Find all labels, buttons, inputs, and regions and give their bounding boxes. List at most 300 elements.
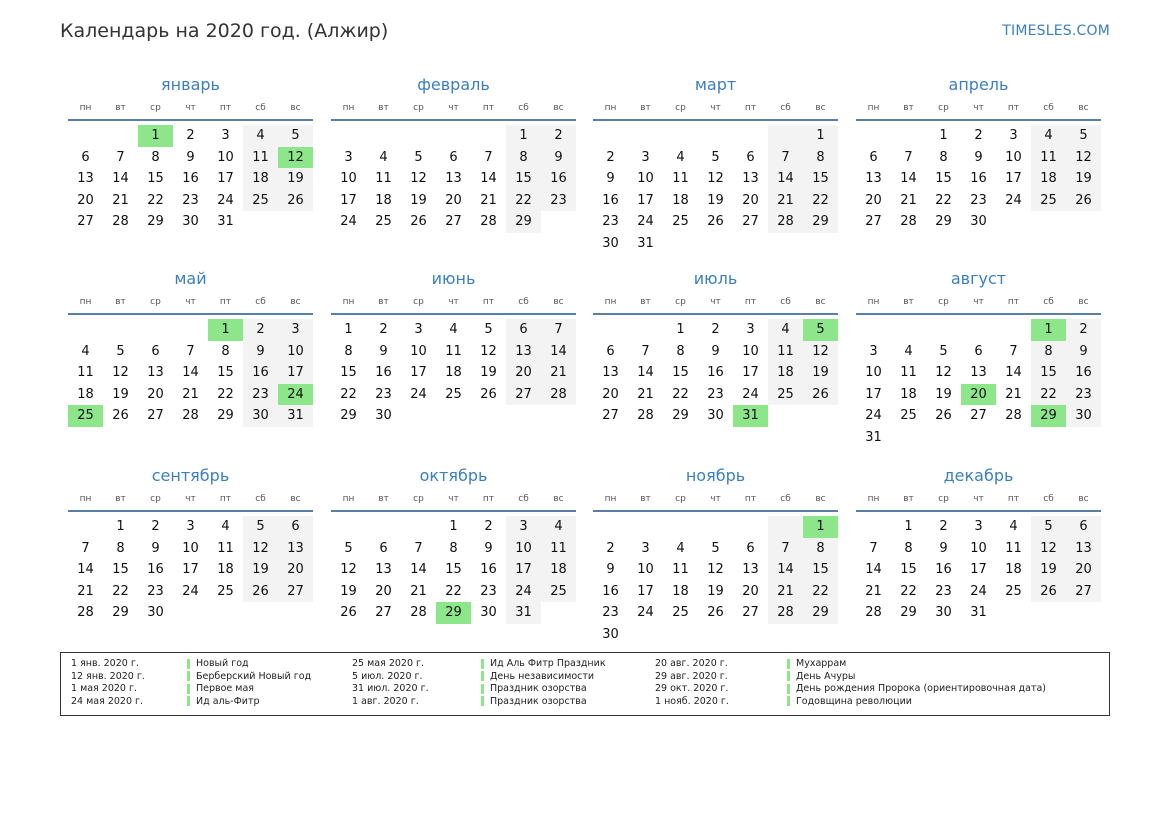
day-cell: 15: [803, 559, 838, 581]
day-cell: 21: [541, 362, 576, 384]
day-cell: 22: [672, 386, 689, 402]
day-cell: 4: [1031, 125, 1066, 147]
month-name: сентябрь: [151, 466, 230, 485]
day-cell: 5: [344, 540, 353, 556]
day-cell: 4: [676, 149, 685, 165]
day-cell: 25: [217, 583, 234, 599]
empty-day-cell: [593, 319, 628, 341]
day-cell: 29: [506, 211, 541, 233]
day-cell: 19: [803, 362, 838, 384]
day-cell: 23: [602, 605, 619, 621]
day-cell: 12: [340, 562, 357, 578]
empty-day-cell: [471, 125, 506, 147]
weekday-header: [593, 490, 838, 510]
day-cell: 25: [900, 408, 917, 424]
empty-day-cell: [961, 319, 996, 341]
day-cell: 5: [484, 322, 493, 337]
weekday-label: пт: [482, 494, 495, 504]
legend-holiday-name: Ид аль-Фитр: [196, 695, 260, 707]
day-cell: 6: [278, 516, 313, 538]
holiday-day-cell: 31: [733, 405, 768, 427]
weekday-label: пн: [79, 494, 92, 504]
day-cell: 15: [1031, 362, 1066, 384]
day-cell: 19: [707, 583, 724, 599]
legend-entry: [481, 658, 606, 671]
day-cell: 27: [147, 408, 164, 424]
day-cell: 15: [445, 562, 462, 578]
month-name: июнь: [431, 269, 476, 288]
day-cell: 10: [217, 149, 234, 165]
day-cell: 18: [1005, 562, 1022, 578]
day-cell: 24: [217, 192, 234, 208]
day-cell: 9: [939, 540, 948, 556]
empty-day-cell: [891, 319, 926, 341]
day-cell: 12: [803, 341, 838, 363]
weekday-label: вт: [378, 297, 389, 307]
day-cell: 30: [935, 605, 952, 621]
weekday-header: [68, 293, 313, 313]
day-cell: 4: [449, 322, 458, 337]
legend-date: 29 окт. 2020 г.: [655, 683, 729, 695]
day-cell: 31: [506, 602, 541, 624]
weekday-label: вс: [1078, 494, 1089, 504]
header-divider: [331, 510, 576, 512]
day-cell: 26: [803, 384, 838, 406]
day-cell: 28: [410, 605, 427, 621]
month-block: [856, 72, 1101, 233]
day-cell: 21: [480, 192, 497, 208]
day-cell: 8: [151, 149, 160, 165]
month-block: [331, 463, 576, 624]
month-block: [331, 266, 576, 427]
day-cell: 29: [803, 211, 838, 233]
day-cell: 4: [243, 125, 278, 147]
day-cell: 17: [865, 386, 882, 402]
day-cell: 28: [637, 408, 654, 424]
day-cell: 3: [186, 519, 195, 534]
empty-day-cell: [331, 125, 366, 147]
day-cell: 23: [970, 192, 987, 208]
legend-date: 24 мая 2020 г.: [71, 695, 144, 707]
day-cell: 18: [900, 386, 917, 402]
weekday-label: пн: [604, 494, 617, 504]
legend-entry: [787, 671, 1046, 684]
day-cell: 8: [116, 540, 125, 556]
day-grid: [856, 125, 1101, 233]
weekday-label: чт: [448, 103, 459, 113]
day-cell: 18: [672, 192, 689, 208]
weekday-label: чт: [185, 494, 196, 504]
day-cell: 2: [541, 125, 576, 147]
weekday-header: [68, 99, 313, 119]
day-cell: 24: [506, 581, 541, 603]
day-cell: 23: [707, 386, 724, 402]
weekday-label: вт: [115, 494, 126, 504]
legend-dates-col-1: [71, 658, 145, 708]
site-link[interactable]: TIMESLES.COM: [1002, 23, 1110, 39]
day-cell: 5: [278, 125, 313, 147]
day-cell: 2: [606, 149, 615, 165]
empty-day-cell: [663, 125, 698, 147]
day-cell: 1: [344, 322, 353, 337]
weekday-label: ср: [938, 103, 949, 113]
empty-day-cell: [103, 125, 138, 147]
holiday-color-swatch: [787, 659, 790, 669]
day-cell: 4: [541, 516, 576, 538]
day-cell: 22: [803, 581, 838, 603]
weekday-label: вс: [553, 297, 564, 307]
day-cell: 21: [637, 386, 654, 402]
day-grid: [68, 125, 313, 233]
header-divider: [68, 510, 313, 512]
legend-date: 5 июл. 2020 г.: [352, 670, 423, 682]
weekday-label: вс: [290, 494, 301, 504]
day-cell: 23: [602, 214, 619, 230]
day-cell: 16: [602, 583, 619, 599]
day-cell: 3: [1009, 128, 1018, 143]
header-divider: [856, 119, 1101, 121]
legend-holiday-name: Ид Аль Фитр Праздник: [490, 658, 606, 669]
holiday-color-swatch: [481, 684, 484, 694]
weekday-header: [856, 293, 1101, 313]
day-cell: 28: [1005, 408, 1022, 424]
header-divider: [593, 119, 838, 121]
day-cell: 27: [970, 408, 987, 424]
day-cell: 6: [746, 149, 755, 165]
day-cell: 9: [484, 540, 493, 556]
day-cell: 25: [768, 384, 803, 406]
day-cell: 9: [379, 343, 388, 359]
day-cell: 27: [602, 408, 619, 424]
day-cell: 10: [278, 341, 313, 363]
day-cell: 29: [900, 605, 917, 621]
day-cell: 16: [541, 168, 576, 190]
day-cell: 22: [506, 190, 541, 212]
day-cell: 10: [970, 540, 987, 556]
day-cell: 17: [410, 365, 427, 381]
day-cell: 22: [147, 192, 164, 208]
day-cell: 26: [707, 214, 724, 230]
day-cell: 6: [746, 540, 755, 556]
day-cell: 21: [900, 192, 917, 208]
empty-day-cell: [593, 125, 628, 147]
day-cell: 8: [344, 343, 353, 359]
weekday-label: сб: [780, 494, 791, 504]
day-cell: 24: [340, 214, 357, 230]
day-cell: 27: [742, 605, 759, 621]
day-cell: 3: [974, 519, 983, 534]
weekday-label: ср: [150, 103, 161, 113]
weekday-label: вт: [640, 103, 651, 113]
day-cell: 5: [711, 540, 720, 556]
empty-day-cell: [103, 319, 138, 341]
day-cell: 24: [1005, 192, 1022, 208]
weekday-label: пн: [79, 297, 92, 307]
day-cell: 26: [410, 214, 427, 230]
month-name: май: [174, 269, 207, 288]
day-cell: 11: [672, 171, 689, 187]
day-cell: 12: [243, 538, 278, 560]
day-cell: 9: [151, 540, 160, 556]
day-cell: 31: [217, 214, 234, 230]
day-cell: 14: [541, 341, 576, 363]
day-cell: 4: [676, 540, 685, 556]
legend-holiday-name: Новый год: [196, 658, 249, 669]
day-cell: 30: [243, 405, 278, 427]
month-name: август: [950, 269, 1007, 288]
day-cell: 21: [410, 583, 427, 599]
day-cell: 12: [112, 365, 129, 381]
day-grid: [331, 125, 576, 233]
day-cell: 10: [865, 365, 882, 381]
day-cell: 20: [147, 386, 164, 402]
day-cell: 23: [480, 583, 497, 599]
day-cell: 28: [77, 605, 94, 621]
day-cell: 27: [742, 214, 759, 230]
weekday-label: пт: [744, 297, 757, 307]
holiday-color-swatch: [787, 696, 790, 706]
legend-entry: [787, 696, 1046, 709]
day-cell: 16: [182, 171, 199, 187]
weekday-label: пт: [219, 494, 232, 504]
day-cell: 11: [900, 365, 917, 381]
empty-day-cell: [366, 516, 401, 538]
weekday-label: пт: [1007, 494, 1020, 504]
day-cell: 19: [1066, 168, 1101, 190]
day-cell: 22: [217, 386, 234, 402]
weekday-label: вт: [378, 103, 389, 113]
day-cell: 10: [182, 540, 199, 556]
day-cell: 26: [480, 386, 497, 402]
weekday-label: пт: [219, 297, 232, 307]
empty-day-cell: [628, 516, 663, 538]
day-cell: 3: [221, 128, 230, 143]
day-cell: 28: [900, 214, 917, 230]
day-cell: 31: [637, 235, 654, 251]
day-cell: 15: [935, 171, 952, 187]
legend-holiday-name: День независимости: [490, 670, 595, 682]
day-cell: 7: [904, 149, 913, 165]
day-cell: 12: [707, 171, 724, 187]
day-cell: 17: [506, 559, 541, 581]
day-cell: 29: [340, 408, 357, 424]
holiday-day-cell: 1: [803, 516, 838, 538]
day-cell: 5: [1066, 125, 1101, 147]
day-cell: 2: [1066, 319, 1101, 341]
empty-day-cell: [926, 319, 961, 341]
day-cell: 3: [414, 322, 423, 337]
holiday-color-swatch: [187, 696, 190, 706]
day-cell: 27: [865, 214, 882, 230]
day-cell: 14: [77, 562, 94, 578]
day-cell: 13: [865, 171, 882, 187]
day-cell: 12: [410, 171, 427, 187]
day-cell: 28: [182, 408, 199, 424]
day-cell: 21: [768, 190, 803, 212]
day-cell: 20: [865, 192, 882, 208]
day-cell: 1: [449, 519, 458, 534]
day-cell: 16: [243, 362, 278, 384]
day-cell: 24: [865, 408, 882, 424]
month-name: февраль: [417, 75, 490, 94]
day-cell: 22: [935, 192, 952, 208]
day-cell: 7: [768, 147, 803, 169]
legend-date: 25 мая 2020 г.: [352, 658, 425, 669]
day-cell: 15: [217, 365, 234, 381]
day-cell: 11: [1005, 540, 1022, 556]
day-cell: 25: [672, 605, 689, 621]
header-divider: [593, 313, 838, 315]
month-name: октябрь: [419, 466, 488, 485]
holiday-day-cell: 5: [803, 319, 838, 341]
weekday-label: пн: [342, 103, 355, 113]
header-divider: [593, 510, 838, 512]
legend-entry: [187, 671, 311, 684]
day-cell: 25: [243, 190, 278, 212]
day-cell: 7: [186, 343, 195, 359]
day-cell: 20: [77, 192, 94, 208]
empty-day-cell: [698, 516, 733, 538]
day-cell: 10: [506, 538, 541, 560]
day-cell: 30: [1066, 405, 1101, 427]
day-cell: 27: [375, 605, 392, 621]
legend-entry: [187, 696, 311, 709]
weekday-label: пн: [867, 103, 880, 113]
empty-day-cell: [768, 516, 803, 538]
weekday-label: сб: [255, 494, 266, 504]
day-cell: 3: [506, 516, 541, 538]
weekday-label: чт: [185, 103, 196, 113]
legend-holiday-name: Берберский Новый год: [196, 670, 312, 682]
day-cell: 14: [182, 365, 199, 381]
day-grid: [593, 125, 838, 255]
day-cell: 25: [672, 214, 689, 230]
empty-day-cell: [891, 125, 926, 147]
weekday-label: пт: [744, 103, 757, 113]
weekday-label: вт: [903, 103, 914, 113]
day-cell: 10: [340, 171, 357, 187]
holiday-color-swatch: [787, 671, 790, 681]
day-cell: 24: [970, 583, 987, 599]
weekday-label: ср: [938, 494, 949, 504]
legend-date: 29 авг. 2020 г.: [655, 670, 728, 682]
day-cell: 8: [449, 540, 458, 556]
day-cell: 29: [672, 408, 689, 424]
empty-day-cell: [698, 125, 733, 147]
day-cell: 20: [742, 583, 759, 599]
weekday-label: пт: [482, 297, 495, 307]
legend-date: 20 авг. 2020 г.: [655, 658, 728, 669]
day-cell: 21: [768, 581, 803, 603]
day-cell: 14: [768, 168, 803, 190]
day-cell: 25: [445, 386, 462, 402]
day-cell: 8: [221, 343, 230, 359]
empty-day-cell: [68, 516, 103, 538]
day-cell: 13: [278, 538, 313, 560]
day-cell: 6: [1066, 516, 1101, 538]
day-cell: 18: [243, 168, 278, 190]
day-cell: 15: [900, 562, 917, 578]
weekday-label: ср: [675, 103, 686, 113]
weekday-label: вс: [553, 494, 564, 504]
month-name: апрель: [948, 75, 1009, 94]
day-grid: [331, 319, 576, 427]
day-grid: [856, 516, 1101, 624]
month-name: январь: [161, 75, 220, 94]
month-block: [331, 72, 576, 233]
legend-entry: [481, 683, 606, 696]
day-grid: [856, 319, 1101, 449]
day-cell: 11: [217, 540, 234, 556]
day-cell: 12: [1066, 147, 1101, 169]
month-name: март: [694, 75, 737, 94]
day-cell: 13: [506, 341, 541, 363]
header-divider: [331, 119, 576, 121]
day-cell: 16: [480, 562, 497, 578]
empty-day-cell: [996, 319, 1031, 341]
day-cell: 14: [637, 365, 654, 381]
day-cell: 2: [974, 128, 983, 143]
weekday-label: пн: [867, 494, 880, 504]
legend-date: 31 июл. 2020 г.: [352, 683, 429, 695]
day-cell: 18: [375, 192, 392, 208]
weekday-header: [856, 99, 1101, 119]
day-cell: 2: [186, 128, 195, 143]
empty-day-cell: [68, 319, 103, 341]
day-cell: 19: [278, 168, 313, 190]
weekday-label: пт: [219, 103, 232, 113]
holiday-color-swatch: [481, 696, 484, 706]
day-cell: 26: [935, 408, 952, 424]
day-cell: 23: [147, 583, 164, 599]
empty-day-cell: [401, 516, 436, 538]
day-cell: 5: [414, 149, 423, 165]
empty-day-cell: [733, 125, 768, 147]
day-cell: 22: [112, 583, 129, 599]
weekday-label: вт: [378, 494, 389, 504]
day-cell: 28: [480, 214, 497, 230]
day-cell: 7: [81, 540, 90, 556]
day-cell: 17: [742, 365, 759, 381]
weekday-label: пн: [342, 297, 355, 307]
weekday-label: пн: [867, 297, 880, 307]
day-cell: 25: [541, 581, 576, 603]
day-cell: 21: [1005, 386, 1022, 402]
day-cell: 5: [116, 343, 125, 359]
day-cell: 25: [1005, 583, 1022, 599]
day-cell: 6: [506, 319, 541, 341]
legend-dates-col-2: [352, 658, 429, 708]
day-cell: 9: [541, 147, 576, 169]
month-block: [68, 463, 313, 624]
weekday-label: ср: [150, 297, 161, 307]
weekday-label: чт: [448, 297, 459, 307]
legend-date: 1 авг. 2020 г.: [352, 695, 419, 707]
day-cell: 20: [506, 362, 541, 384]
day-cell: 2: [484, 519, 493, 534]
day-cell: 15: [803, 168, 838, 190]
day-cell: 14: [480, 171, 497, 187]
weekday-label: вс: [815, 297, 826, 307]
weekday-label: чт: [448, 494, 459, 504]
day-cell: 27: [278, 581, 313, 603]
weekday-label: пт: [482, 103, 495, 113]
day-cell: 14: [112, 171, 129, 187]
weekday-label: ср: [675, 494, 686, 504]
day-cell: 29: [112, 605, 129, 621]
day-cell: 24: [637, 605, 654, 621]
day-cell: 8: [803, 147, 838, 169]
